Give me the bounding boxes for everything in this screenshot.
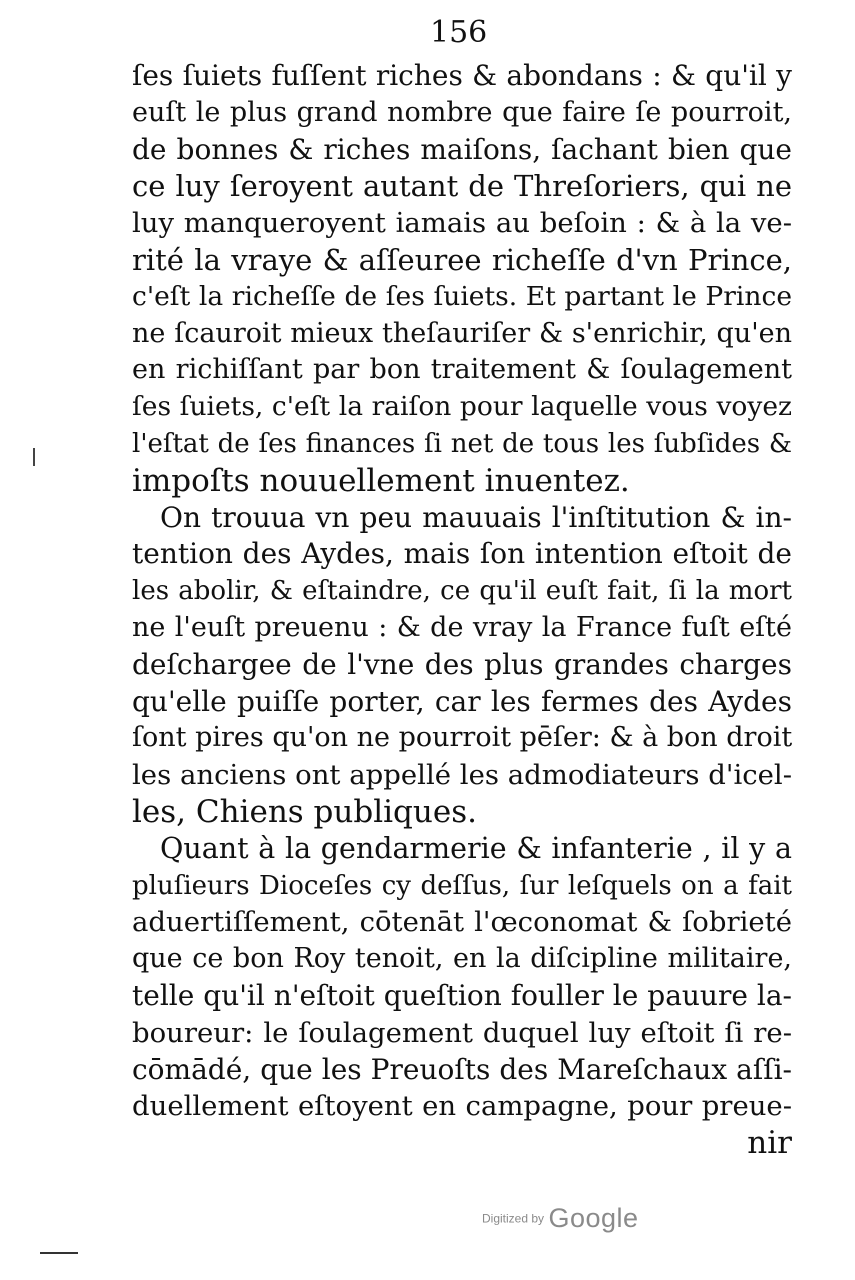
text-line: euſt le plus grand nombre que faire ſe pourroit, [132,96,792,128]
body-text [132,58,792,1162]
text-line: pluſieurs Dioceſes cy deſſus, ſur leſquels on a fait [132,870,792,901]
text-line: ne ſcauroit mieux theſauriſer & s'enrichir, qu'en [132,317,792,349]
digitization-watermark [482,1203,639,1234]
text-line: tention des Aydes, mais ſon intention eſtoit de [132,537,792,571]
text-line: boureur: le ſoulagement duquel luy eſtoit ſi re- [132,1016,792,1049]
text-line: l'eſtat de ſes finances ſi net de tous les ſubſides & [132,428,792,459]
text-line: ce luy ſeroyent autant de Threſoriers, qui ne [132,169,792,204]
catchword: nir [747,1125,792,1162]
paragraph-end-line: les, Chiens publiques. [132,793,477,830]
text-line: ſont pires qu'on ne pourroit pēſer: & à bon droit [132,722,793,754]
paragraph-start-line: On trouua vn peu mauuais l'inſtitution & in- [160,500,792,534]
paragraph-start-line: Quant à la gendarmerie & infanterie , il y a [160,831,792,865]
text-line: rité la vraye & aſſeuree richeſſe d'vn Prince, [132,242,792,277]
paragraph-end-line: impoſts nouuellement inuentez. [132,462,630,499]
watermark-brand: Google [548,1203,639,1233]
margin-mark [33,448,35,466]
text-line: ne l'euſt preuenu : & de vray la France fuſt eſté [132,611,792,643]
text-line: duellement eſtoyent en campagne, pour preue- [132,1090,792,1123]
text-line: ſes ſuiets fuſſent riches & abondans : & qu'il y [132,59,792,92]
text-line: en richiſſant par bon traitement & ſoulagement [132,354,792,386]
text-line: aduertiſſement, cōtenāt l'œconomat & ſobrieté [132,906,792,939]
text-line: cōmādé, que les Preuoſts des Mareſchaux aſſi- [132,1052,792,1086]
page-number: 156 [430,15,488,50]
text-line: telle qu'il n'eſtoit queſtion fouller le pauure la- [132,978,792,1012]
watermark-prefix: Digitized by [482,1211,545,1226]
footer-rule [40,1252,78,1254]
text-line: qu'elle puiſſe porter, car les fermes des Aydes [132,684,792,718]
text-line: que ce bon Roy tenoit, en la diſcipline militaire, [132,943,792,975]
text-line: deſchargee de l'vne des plus grandes charges [132,647,792,681]
text-line: de bonnes & riches maiſons, ſachant bien que [132,132,792,166]
text-line: c'eſt la richeſſe de ſes ſuiets. Et partant le Prince [132,280,792,312]
text-line: ſes ſuiets, c'eſt la raiſon pour laquelle vous voyez [132,391,792,423]
text-line: luy manqueroyent iamais au beſoin : & à la ve- [132,207,792,240]
text-line: les anciens ont appellé les admodiateurs d'icel- [132,759,792,792]
text-line: les abolir, & eſtaindre, ce qu'il euſt fait, ſi la mort [132,576,792,607]
